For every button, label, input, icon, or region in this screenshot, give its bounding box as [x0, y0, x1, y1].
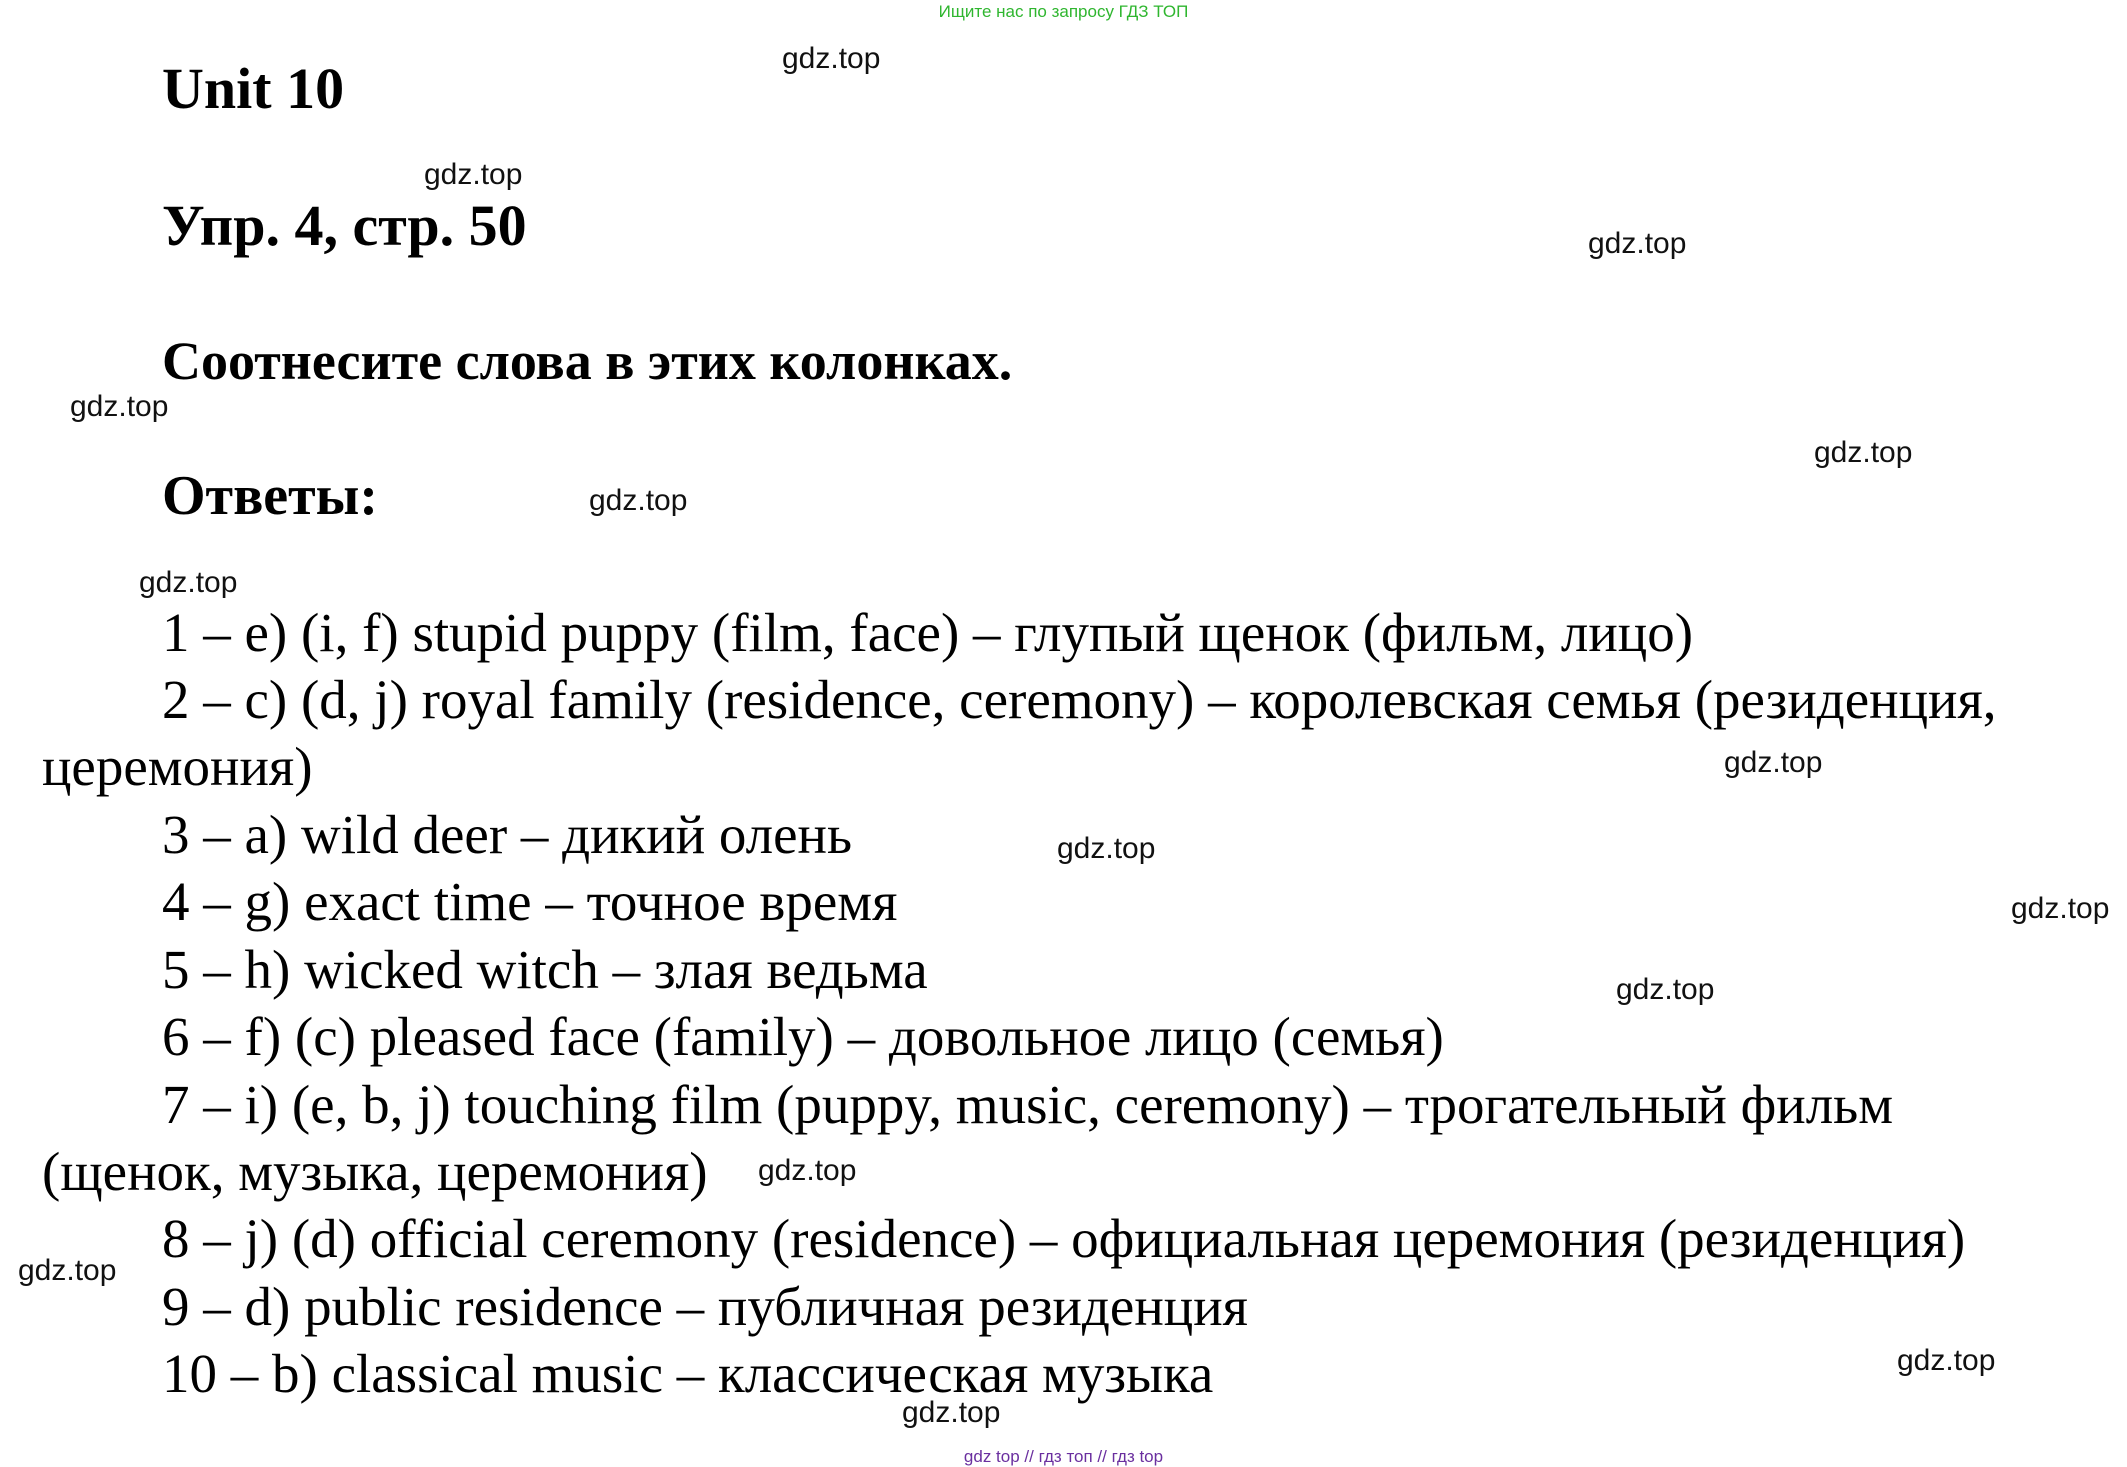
watermark: gdz.top	[1814, 436, 1913, 469]
watermark: gdz.top	[2011, 892, 2110, 925]
answer-line-7: 7 – i) (e, b, j) touching film (puppy, music, ceremony) – трогательный фильм	[162, 1074, 1894, 1135]
answer-line-1: 1 – e) (i, f) stupid puppy (film, face) – глупый щенок (фильм, лицо)	[162, 602, 1694, 663]
answer-line-2-continued: церемония)	[42, 736, 313, 797]
answer-line-3: 3 – a) wild deer – дикий олень	[162, 804, 853, 865]
footer-links[interactable]: gdz top // гдз топ // гдз top	[963, 1447, 1164, 1466]
answer-line-8: 8 – j) (d) official ceremony (residence) – официальная церемония (резиденция)	[162, 1208, 1966, 1269]
answer-line-7-continued: (щенок, музыка, церемония)	[42, 1141, 708, 1202]
answer-line-4: 4 – g) exact time – точное время	[162, 871, 898, 932]
watermark: gdz.top	[1724, 746, 1823, 779]
instruction-text: Соотнесите слова в этих колонках.	[162, 331, 1013, 391]
answer-line-5: 5 – h) wicked witch – злая ведьма	[162, 939, 928, 1000]
answer-line-9: 9 – d) public residence – публичная резиденция	[162, 1276, 1248, 1337]
watermark: gdz.top	[902, 1396, 1001, 1429]
answer-line-10: 10 – b) classical music – классическая музыка	[162, 1343, 1214, 1404]
watermark: gdz.top	[1616, 973, 1715, 1006]
exercise-heading: Упр. 4, стр. 50	[162, 193, 527, 258]
watermark: gdz.top	[589, 484, 688, 517]
watermark: gdz.top	[18, 1254, 117, 1287]
watermark: gdz.top	[1897, 1344, 1996, 1377]
watermark: gdz.top	[758, 1154, 857, 1187]
watermark: gdz.top	[782, 42, 881, 75]
watermark: gdz.top	[424, 158, 523, 191]
watermark: gdz.top	[139, 566, 238, 599]
watermark: gdz.top	[1588, 227, 1687, 260]
answer-line-6: 6 – f) (c) pleased face (family) – довольное лицо (семья)	[162, 1006, 1444, 1067]
unit-title: Unit 10	[162, 56, 345, 121]
watermark: gdz.top	[1057, 832, 1156, 865]
answers-heading: Ответы:	[162, 465, 379, 527]
top-banner[interactable]: Ищите нас по запросу ГДЗ ТОП	[938, 2, 1189, 21]
answer-line-2: 2 – c) (d, j) royal family (residence, ceremony) – королевская семья (резиденция,	[162, 669, 1997, 730]
watermark: gdz.top	[70, 390, 169, 423]
